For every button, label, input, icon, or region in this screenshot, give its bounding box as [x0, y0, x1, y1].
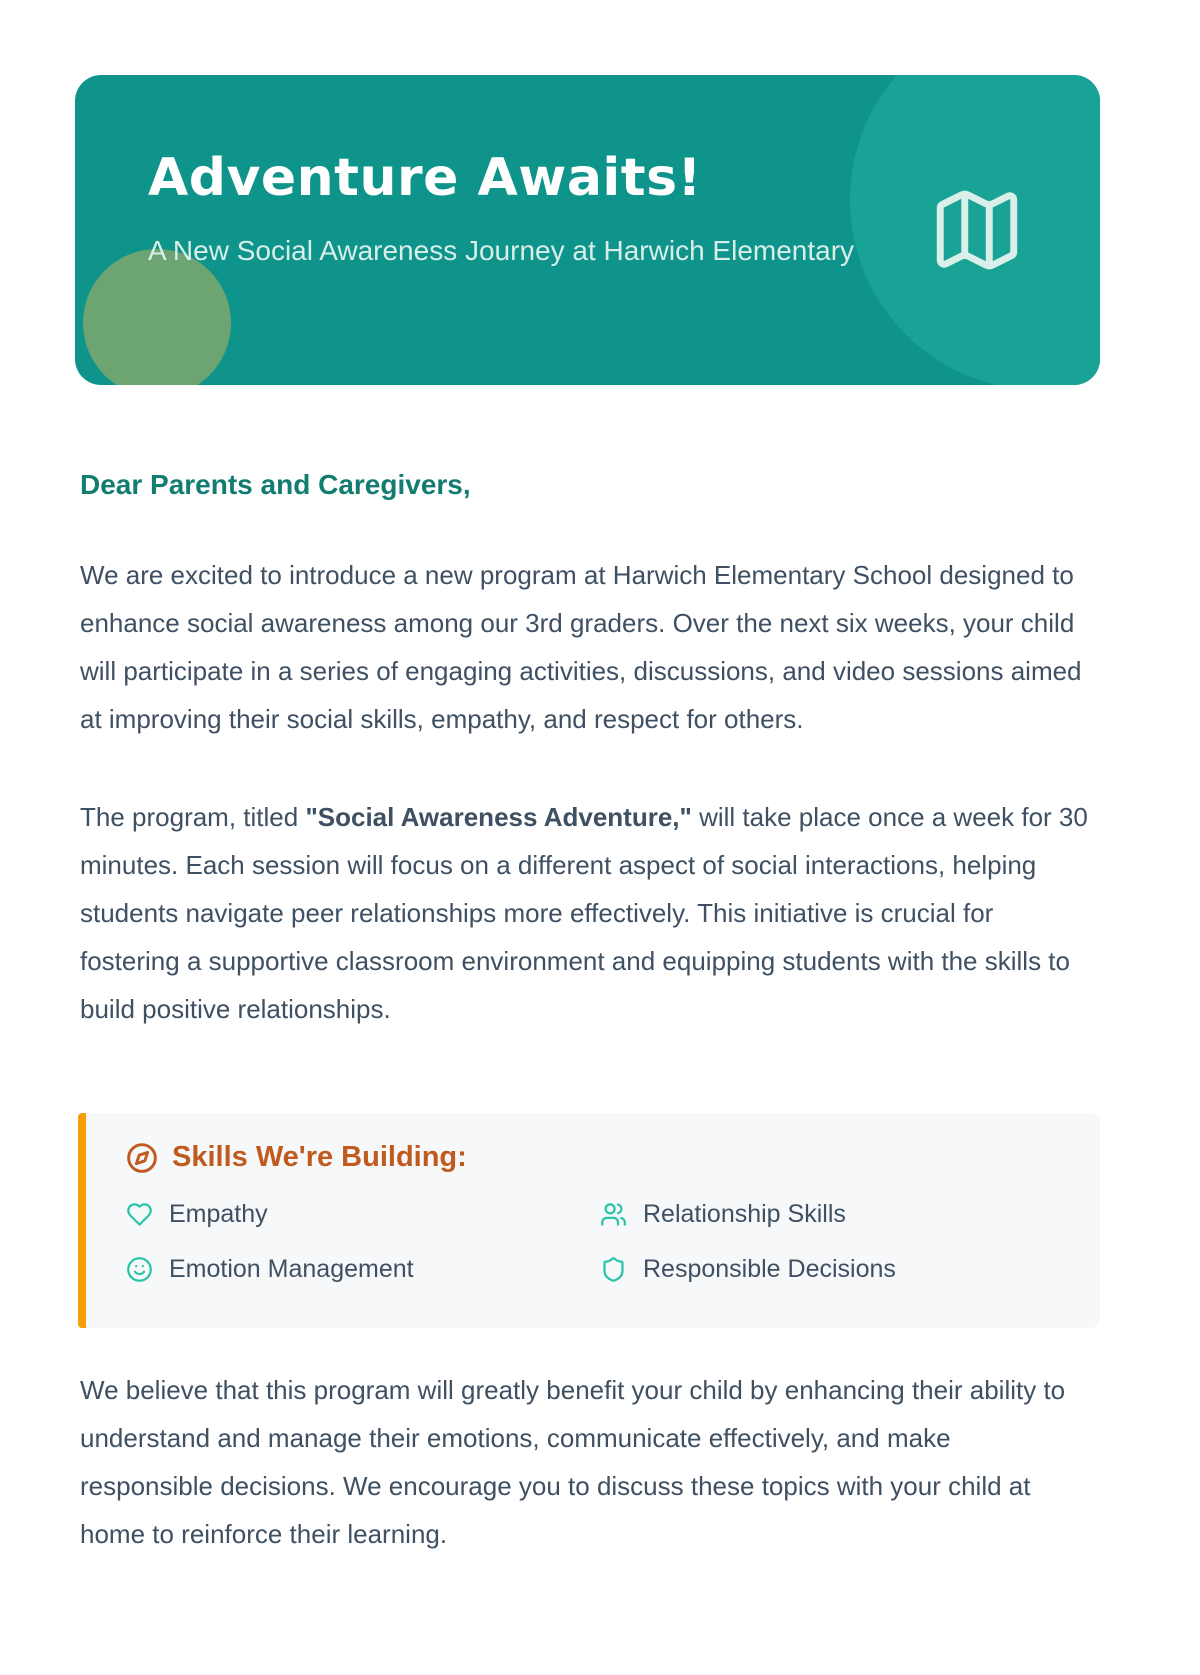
skill-item-empathy — [126, 1200, 600, 1229]
letter-paragraph-3: We believe that this program will greatly benefit your child by enhancing their ability to understand and manage their emotions, communicate effectively, and make responsible decisions. We encourage you to discuss these topics with your child at home to reinforce their learning. — [80, 1375, 1066, 1549]
header-banner — [75, 75, 1100, 385]
skill-item-relationship-skills — [600, 1200, 1060, 1229]
paragraph-2-prefix: The program, titled — [80, 802, 306, 832]
letter-greeting: Dear Parents and Caregivers, — [80, 469, 471, 500]
program-title-bold: "Social Awareness Adventure," — [305, 802, 692, 832]
skill-item-emotion-management — [126, 1255, 600, 1284]
skill-item-responsible-decisions — [600, 1255, 1060, 1284]
smile-icon — [126, 1256, 153, 1283]
letter-paragraph-1: We are excited to introduce a new program at Harwich Elementary School designed to enhance social awareness among our 3rd graders. Over the next six weeks, your child will participate in a series of engaging activities, discussions, and video sessions aimed at improving their social skills, empathy, and respect for others. — [80, 560, 1082, 734]
letter-paragraph-2 — [80, 793, 1090, 1033]
compass-icon — [126, 1142, 158, 1174]
heart-icon — [126, 1201, 153, 1228]
skill-label: Responsible Decisions — [643, 1255, 896, 1283]
letter-body — [0, 469, 1200, 1558]
page-subtitle: A New Social Awareness Journey at Harwich Elementary — [148, 234, 855, 266]
skill-label: Emotion Management — [169, 1255, 414, 1283]
paragraph-2-suffix: will take place once a week for 30 minutes. Each session will focus on a different aspect of social interactions, helping students navigate peer relationships more effectively. This initiative is crucial for fostering a supportive classroom environment and equipping students with the skills to build positive relationships. — [80, 802, 1088, 1024]
users-icon — [600, 1201, 627, 1228]
skill-label: Relationship Skills — [643, 1200, 846, 1228]
page-title: Adventure Awaits! — [148, 148, 702, 208]
skills-callout-box — [78, 1113, 1100, 1328]
skill-label: Empathy — [169, 1200, 268, 1228]
map-icon — [928, 181, 1026, 279]
shield-icon — [600, 1256, 627, 1283]
skills-grid — [126, 1200, 1060, 1284]
skills-heading: Skills We're Building: — [172, 1141, 467, 1173]
